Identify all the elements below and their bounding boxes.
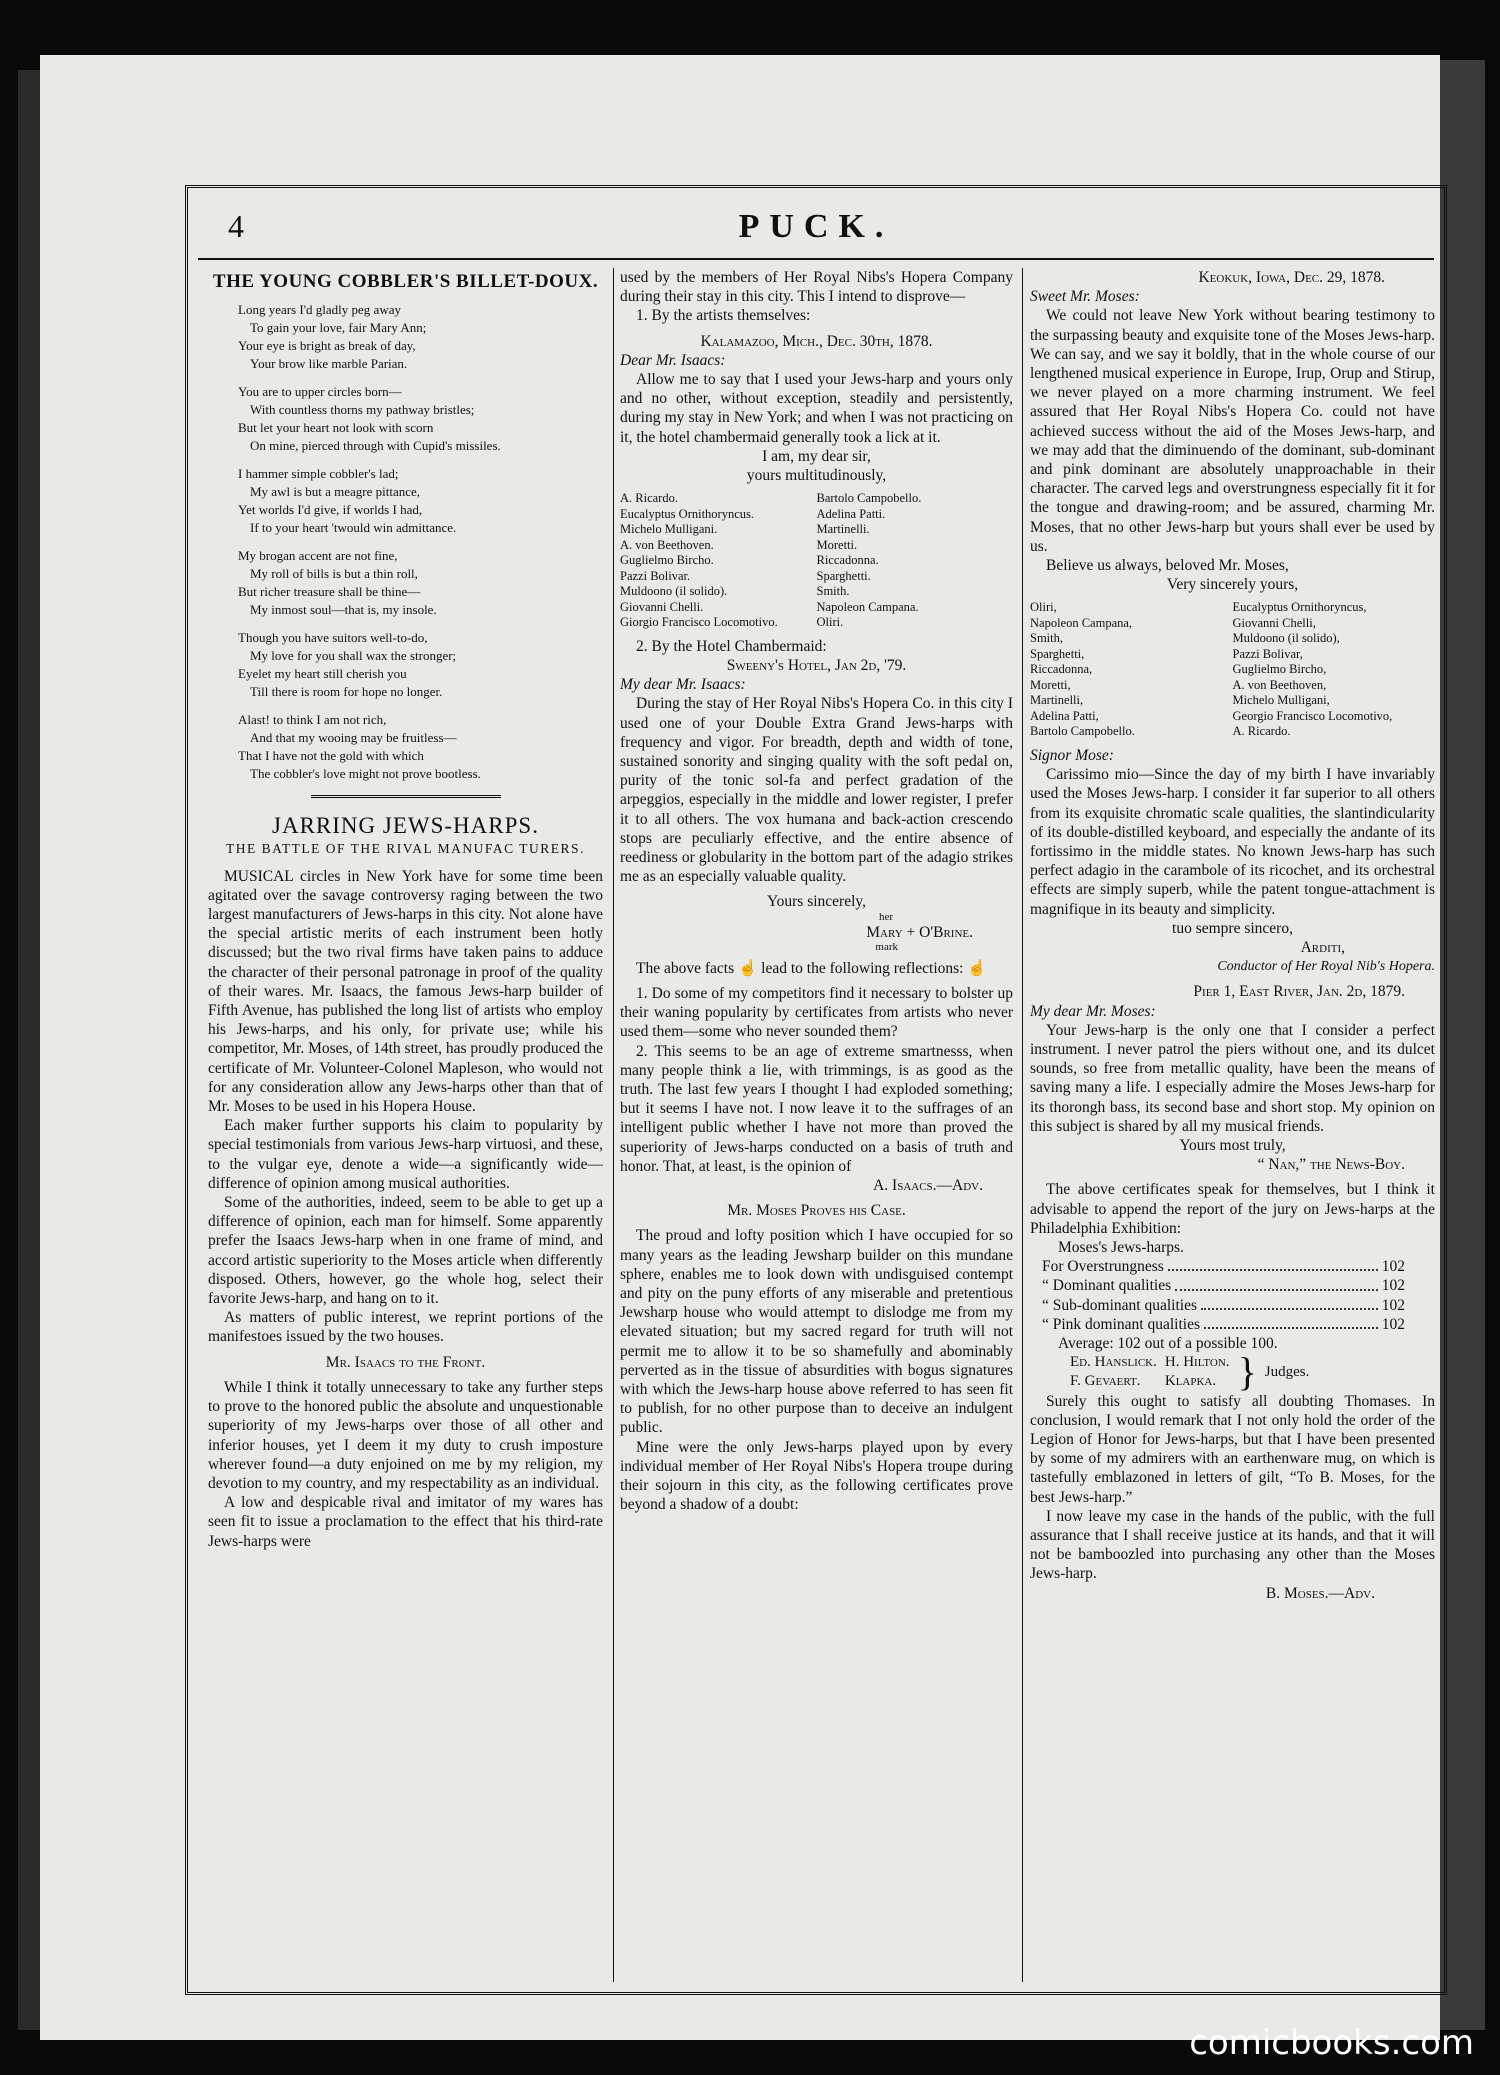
brace-icon: } <box>1237 1349 1257 1395</box>
signer-name: Eucalyptus Ornithoryncus. <box>620 506 755 521</box>
poem-line: My roll of bills is but a thin roll, <box>250 566 418 582</box>
signer-name: Sparghetti. <box>816 568 871 583</box>
page-number: 4 <box>228 208 244 244</box>
poem-line: And that my wooing may be fruitless— <box>250 730 457 746</box>
signer-name: Riccadonna, <box>1030 662 1093 677</box>
letter1-close: I am, my dear sir, <box>762 447 871 465</box>
signer-name: Martinelli. <box>816 522 870 537</box>
signer-name: F. Gevaert. <box>1070 1373 1141 1390</box>
signer-name: Bartolo Campobello. <box>1030 724 1135 739</box>
jury-score: 102 <box>1381 1258 1405 1276</box>
signer-name: Georgio Francisco Locomotivo, <box>1232 708 1393 723</box>
header-rule <box>198 258 1434 260</box>
signer-name: Adelina Patti, <box>1030 708 1099 723</box>
jury-row <box>1042 1315 1405 1334</box>
paragraph: A low and despicable rival and imitator of my wares has seen fit to issue a proclamation to the effect that his third-rate Jews-harps were <box>208 1494 603 1550</box>
signer-name: Giovanni Chelli. <box>620 599 704 614</box>
letter2-body: During the stay of Her Royal Nibs's Hopera Co. in this city I used one of your Double Extra Grand Jews-harps with frequency and vigor. For breadth, depth and width of tone, sustained sonority and singing quality with the soft pedal on, purity of the tonic sol-fa and perfect gradation of the arpeggios, especially in the middle and lower register, I prefer it to all others. The vox humana and back-action crescendo stops are peculiarly effective, and the entire absence of reediness or globularity in the bottom part of the adagio strikes me as an especially valuable quality. <box>620 695 1013 886</box>
section-separator <box>311 795 501 798</box>
leader-dots <box>1201 1296 1378 1310</box>
page-header <box>188 208 1444 254</box>
column-divider <box>1022 268 1023 1982</box>
reflections-intro: The above facts ☝ lead to the following reflections: ☝ <box>636 959 987 977</box>
poem-line: Your brow like marble Parian. <box>250 356 408 372</box>
letter4-signature: Arditi, <box>1300 938 1345 956</box>
poem-line: My inmost soul—that is, my insole. <box>250 602 437 618</box>
jury-label: For Overstrungness <box>1042 1258 1164 1276</box>
jury-row <box>1042 1257 1405 1276</box>
jury-label: “ Pink dominant qualities <box>1042 1315 1200 1333</box>
signer-name: Adelina Patti. <box>816 506 886 521</box>
leader-dots <box>1204 1315 1378 1329</box>
letter1-signers <box>620 491 1013 631</box>
signer-name: Guglielmo Bircho. <box>620 553 714 568</box>
poem-stanza <box>238 547 603 619</box>
judges-left <box>1070 1353 1157 1391</box>
paragraph: The proud and lofty position which I have occupied for so many years as the leading Jewsharp builder on this mundane sphere, enables me to look down with undisguised contempt and pity on the puny efforts of any miserable and pretentious Jewsharp house who would attempt to dislodge me from my elevated situation; but my sacred regard for truth will not permit me to allow it to be so shamefully and abominably perverted as in the tissue of absurdities with bogus signatures with which the Jews-harp house above referred to has seen fit to publish, for no other purpose than to deceive an indulgent public. <box>620 1227 1013 1437</box>
poem-stanza <box>238 629 603 701</box>
signer-name: Michelo Mulligani. <box>620 522 718 537</box>
isaacs-text <box>208 1378 603 1551</box>
signer-name: Muldoono (il solido), <box>1232 631 1340 646</box>
jury-label: “ Dominant qualities <box>1042 1277 1172 1295</box>
item-2: 2. By the Hotel Chambermaid: <box>636 637 827 655</box>
paragraph: Surely this ought to satisfy all doubting Thomases. In conclusion, I would remark that I not only hold the order of the Legion of Honor for Jews-harps, but that I have been presented by some of my admirers with an earthenware mug, on which is tastefully emblazoned in letters of gilt, “To B. Moses, for the best Jews-harp.” <box>1030 1392 1435 1506</box>
poem-line: On mine, pierced through with Cupid's missiles. <box>250 438 501 454</box>
article-subtitle: THE BATTLE OF THE RIVAL MANUFAC TURERS. <box>226 841 585 857</box>
moses-heading: Mr. Moses Proves his Case. <box>727 1202 906 1220</box>
paragraph: Mine were the only Jews-harps played upon by every individual member of Her Royal Nibs's Hopera troupe during their sojourn in this city, as the following certificates prove beyond a shadow of a doubt: <box>620 1438 1013 1514</box>
letter5-salutation: My dear Mr. Moses: <box>1030 1002 1156 1020</box>
jury-row <box>1042 1276 1405 1295</box>
letter2-dateline: Sweeny's Hotel, Jan 2d, '79. <box>726 656 907 674</box>
letter4-body: Carissimo mio—Since the day of my birth I have invariably used the Moses Jews-harp. I consider it far superior to all others from its exquisite chromatic scale qualities, the slantindicularity of its double-distilled keyboard, and especially the andante of its fortissimo in the middle states. No known Jews-harp has such perfect adagio in the carambole of its ricochet, and its orchestral effects are simply superb, while the patent tongue-attachment is magnifique in its beauty and simplicity. <box>1030 766 1435 918</box>
paragraph: As matters of public interest, we reprint portions of the manifestoes issued by the two houses. <box>208 1309 603 1346</box>
column-3 <box>1030 268 1435 1982</box>
letter3-dateline: Keokuk, Iowa, Dec. 29, 1878. <box>1198 269 1385 286</box>
item-1: 1. By the artists themselves: <box>636 307 811 325</box>
signer-name: A. von Beethoven. <box>620 537 714 552</box>
jury-average: Average: 102 out of a possible 100. <box>1058 1335 1278 1353</box>
poem-line: My love for you shall wax the stronger; <box>250 648 457 664</box>
poem-line: To gain your love, fair Mary Ann; <box>250 320 427 336</box>
signer-name: Napoleon Campana, <box>1030 615 1133 630</box>
article-intro <box>208 867 603 1347</box>
masthead: PUCK. <box>738 208 894 245</box>
leader-dots <box>1175 1276 1378 1290</box>
letter4-close: tuo sempre sincero, <box>1172 919 1293 937</box>
poem-line: Though you have suitors well-to-do, <box>238 630 428 646</box>
paragraph: I now leave my case in the hands of the public, with the full assurance that I shall receive justice at its hands, and that it will not be bamboozled into purchasing any other than the Moses Jews-harp. <box>1030 1507 1435 1583</box>
reflections-list <box>620 984 1013 1176</box>
jury-table <box>1030 1257 1435 1334</box>
signer-name: Klapka. <box>1164 1373 1217 1390</box>
poem-stanza <box>238 383 603 455</box>
signer-name: Guglielmo Bircho, <box>1232 662 1327 677</box>
signer-name: Muldoono (il solido). <box>620 584 728 599</box>
signer-name: Martinelli, <box>1030 693 1084 708</box>
signer-name: A. von Beethoven, <box>1232 677 1327 692</box>
isaacs-heading: Mr. Isaacs to the Front. <box>325 1353 486 1371</box>
paragraph: 1. Do some of my competitors find it necessary to bolster up their waning popularity by certificates from artists who never used them—some who never sounded them? <box>620 984 1013 1041</box>
signer-name: Sparghetti, <box>1030 646 1085 661</box>
letter2-sig-mark: mark <box>875 940 898 953</box>
poem-stanza <box>238 301 603 373</box>
letter3-salutation: Sweet Mr. Moses: <box>1030 288 1140 306</box>
signer-name: Bartolo Campobello. <box>816 491 922 506</box>
isaacs-continued: used by the members of Her Royal Nibs's Hopera Company during their stay in this city. This I intend to disprove— <box>620 269 1013 306</box>
jury-score: 102 <box>1381 1296 1405 1314</box>
signer-name: Giorgio Francisco Locomotivo. <box>620 615 778 630</box>
signer-name: Pazzi Bolivar. <box>620 568 691 583</box>
letter3-close: Very sincerely yours, <box>1166 576 1299 594</box>
signer-name: A. Ricardo. <box>620 491 678 506</box>
letter2-close: Yours sincerely, <box>766 893 867 911</box>
moses-text <box>620 1226 1013 1514</box>
paragraph: While I think it totally unnecessary to take any further steps to prove to the honored public the absolute and unquestionable superiority of my Jews-harps over those of all other and inferior houses, yet I deem it my duty to crush imposture wherever found—a duty enjoined on me by my religion, my devotion to my country, and my respectability as an individual. <box>208 1378 603 1492</box>
signer-name: Oliri. <box>816 615 844 630</box>
poem-title: THE YOUNG COBBLER'S BILLET-DOUX. <box>212 271 599 292</box>
isaacs-signature: A. Isaacs.—Adv. <box>873 1177 983 1195</box>
magazine-page <box>40 55 1440 2040</box>
poem-line: But let your heart not look with scorn <box>238 420 434 436</box>
signer-name: Moretti. <box>816 537 858 552</box>
paragraph: 2. This seems to be an age of extreme smartnesss, when many people think a lie, with trimmings, is as good as the truth. The last few years I thought I had exploded something; but it seems I have not. I now leave it to the suffrages of an intelligent public whether I have not more than proved the superiority of Jews-harps conducted on a basis of truth and honor. That, at least, is the opinion of <box>620 1042 1013 1175</box>
poem-line: That I have not the gold with which <box>238 748 424 764</box>
letter3-close: Believe us always, beloved Mr. Moses, <box>1046 557 1289 575</box>
poem-line: I hammer simple cobbler's lad; <box>238 466 399 482</box>
jury-score: 102 <box>1381 1315 1405 1333</box>
column-divider <box>613 268 614 1982</box>
poem-line: With countless thorns my pathway bristles; <box>250 402 475 418</box>
letter4-salutation: Signor Mose: <box>1030 746 1114 764</box>
letter3-signers <box>1030 600 1435 740</box>
poem-line: Eyelet my heart still cherish you <box>238 666 407 682</box>
signer-name: Eucalyptus Ornithoryncus, <box>1232 600 1367 615</box>
judges-block <box>1070 1349 1435 1395</box>
letter1-close: yours multitudinously, <box>746 467 887 485</box>
signer-name: Napoleon Campana. <box>816 599 919 614</box>
letter2-signature: Mary + O'Brine. <box>866 923 973 941</box>
jury-score: 102 <box>1381 1277 1405 1295</box>
letter1-body: Allow me to say that I used your Jews-harp and yours only and no other, without exception, steadily and persistently, during my stay in New York; and when I was not practicing on it, the hotel chambermaid generally took a lick at it. <box>620 371 1013 446</box>
letter1-dateline: Kalamazoo, Mich., Dec. 30th, 1878. <box>700 332 933 350</box>
poem-line: But richer treasure shall be thine— <box>238 584 421 600</box>
poem-line: Yet worlds I'd give, if worlds I had, <box>238 502 423 518</box>
signer-name: Moretti, <box>1030 677 1071 692</box>
signer-name: Riccadonna. <box>816 553 879 568</box>
judges-label: Judges. <box>1264 1363 1310 1380</box>
poem-line: Till there is room for hope no longer. <box>250 684 443 700</box>
signer-name: Ed. Hanslick. <box>1070 1354 1157 1371</box>
jury-header: Moses's Jews-harps. <box>1058 1239 1184 1257</box>
column-2 <box>620 268 1013 1982</box>
article-title: JARRING JEWS-HARPS. <box>272 813 539 839</box>
signer-name: Pazzi Bolivar, <box>1232 646 1303 661</box>
judges-right <box>1165 1353 1230 1391</box>
signer-name: Oliri, <box>1030 600 1057 615</box>
jury-row <box>1042 1296 1405 1315</box>
signer-name: H. Hilton. <box>1164 1354 1230 1371</box>
column-1 <box>208 268 603 1982</box>
poem-line: Long years I'd gladly peg away <box>238 302 401 318</box>
moses-signature: B. Moses.—Adv. <box>1265 1584 1375 1602</box>
leader-dots <box>1168 1257 1378 1271</box>
letter5-body: Your Jews-harp is the only one that I consider a perfect instrument. I never patrol the piers without one, and its dulcet sounds, so free from metallic quality, have been the means of saving many a life. I especially admire the Moses Jews-harp for its thorongh bass, its second base and short stop. My opinion on this subject is shared by all my musical friends. <box>1030 1021 1435 1135</box>
signer-name: Smith, <box>1030 631 1063 646</box>
poem-line: If to your heart 'twould win admittance. <box>250 520 457 536</box>
letter2-sig-her: her <box>878 910 893 923</box>
site-watermark: comicbooks.com <box>1189 2023 1474 2063</box>
poem-stanza <box>238 711 603 783</box>
signer-name: Smith. <box>816 584 850 599</box>
letter1-salutation: Dear Mr. Isaacs: <box>620 351 726 369</box>
moses-closing <box>1030 1392 1435 1584</box>
poem-line: Alast! to think I am not rich, <box>238 712 387 728</box>
poem-line: My brogan accent are not fine, <box>238 548 398 564</box>
poem-stanza <box>238 465 603 537</box>
signer-name: A. Ricardo. <box>1232 724 1291 739</box>
jury-intro: The above certificates speak for themselves, but I think it advisable to append the report of the jury on Jews-harps at the Philadelphia Exhibition: <box>1030 1181 1435 1237</box>
poem-line: You are to upper circles born— <box>238 384 402 400</box>
paragraph: Some of the authorities, indeed, seem to be able to get up a difference of opinion, each man for himself. Some apparently prefer the Isaacs Jews-harp when in one frame of mind, and accord artistic superiority to the Moses article when differently disposed. Others, however, go the whole hog, select their favorite Jews-harp, and hang on to it. <box>208 1194 603 1308</box>
letter5-signature: “ Nan,” the News-Boy. <box>1257 1156 1405 1174</box>
letter2-salutation: My dear Mr. Isaacs: <box>620 676 746 694</box>
signer-name: Giovanni Chelli, <box>1232 615 1316 630</box>
poem-line: The cobbler's love might not prove bootless. <box>250 766 481 782</box>
signer-name: Michelo Mulligani, <box>1232 693 1330 708</box>
poem-line: Your eye is bright as break of day, <box>238 338 416 354</box>
paragraph: Each maker further supports his claim to popularity by special testimonials from various Jews-harp virtuosi, and these, to the vulgar eye, denote a wide—a significantly wide—difference of opinion among musical authorities. <box>208 1117 603 1192</box>
letter5-dateline: Pier 1, East River, Jan. 2d, 1879. <box>1193 983 1405 1001</box>
poem-body <box>208 301 603 783</box>
letter5-close: Yours most truly, <box>1179 1137 1286 1155</box>
letter3-body: We could not leave New York without bearing testimony to the surpassing beauty and exquisite tone of the Moses Jews-harp. We can say, and we say it boldly, that in the whole course of our lengthened musical experience in Europe, Irup, Orup and Stirup, we never played on a more charming instrument. We feel assured that Her Royal Nibs's Hopera Co. could not have achieved success without the aid of the Moses Jews-harp, and we may add that the diminuendo of the dominant, sub-dominant and pink dominant are absolutely unapproachable in their character. The carved legs and overstrungness especially fit it for the tongue and drawing-room; and be assured, charming Mr. Moses, that no other Jews-harp but yours shall ever be used by us. <box>1030 307 1435 555</box>
page-frame <box>185 185 1447 1995</box>
paragraph: MUSICAL circles in New York have for some time been agitated over the savage controversy raging between the two largest manufacturers of Jews-harps in this city. Not alone have the special artistic merits of each instrument been hotly discussed; but the two rival firms have taken pains to adduce the character of their personal patronage in proof of the quality of their wares. Mr. Isaacs, the famous Jews-harp builder of Fifth Avenue, has published the long list of artists who employ his Jews-harps, and his only, for private use; while his competitor, Mr. Moses, of 14th street, has proudly produced the certificate of Mr. Volunteer-Colonel Mapleson, who would not for any consideration allow any Jews-harps other than that of Mr. Moses to be used in his Hopera House. <box>208 867 603 1116</box>
poem-line: My awl is but a meagre pittance, <box>250 484 421 500</box>
jury-label: “ Sub-dominant qualities <box>1042 1296 1197 1314</box>
letter4-title: Conductor of Her Royal Nib's Hopera. <box>1217 959 1435 975</box>
